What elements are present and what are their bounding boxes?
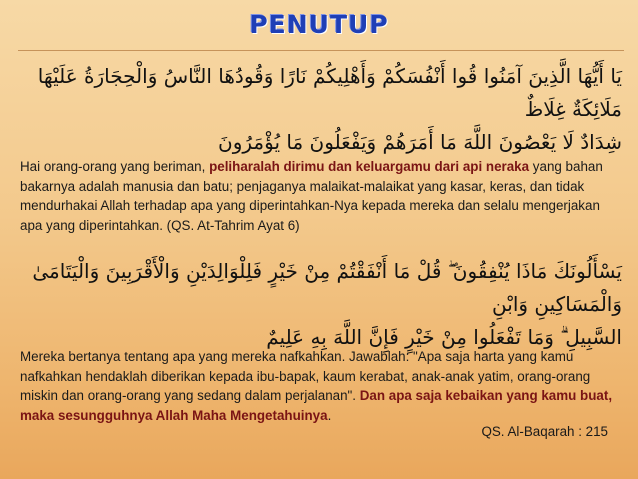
arabic-verse-baqarah-line-1: يَسْأَلُونَكَ مَاذَا يُنْفِقُونَ ۖ قُلْ مَا أَنْفَقْتُمْ مِنْ خَيْرٍ فَلِلْوَالِدَيْنِ وَالْأَقْرَبِينَ وَالْيَتَامَىٰ وَالْمَسَاكِينِ وَابْنِ — [32, 259, 622, 316]
arabic-verse-tahrim-line-1: يَا أَيُّهَا الَّذِينَ آمَنُوا قُوا أَنْفُسَكُمْ وَأَهْلِيكُمْ نَارًا وَقُودُهَا النَّاسُ وَالْحِجَارَةُ عَلَيْهَا مَلَائِكَةٌ غِلَاظٌ — [37, 64, 622, 121]
citation-baqarah: QS. Al-Baqarah : 215 — [481, 424, 608, 439]
translation-baqarah — [20, 347, 624, 425]
translation-tahrim-highlight: peliharalah dirimu dan keluargamu dari api neraka — [209, 159, 530, 174]
translation-tahrim-part-1: Hai orang-orang yang beriman, — [20, 159, 210, 174]
arabic-verse-baqarah-line-2: السَّبِيلِ ۗ وَمَا تَفْعَلُوا مِنْ خَيْرٍ فَإِنَّ اللَّهَ بِهِ عَلِيمٌ — [266, 325, 622, 349]
arabic-verse-tahrim — [14, 60, 622, 159]
arabic-verse-tahrim-line-2: شِدَادٌ لَا يَعْصُونَ اللَّهَ مَا أَمَرَهُمْ وَيَفْعَلُونَ مَا يُؤْمَرُونَ — [218, 130, 622, 154]
arabic-verse-baqarah — [14, 255, 622, 354]
translation-baqarah-part-3: . — [327, 407, 332, 423]
translation-tahrim — [20, 157, 624, 235]
translation-baqarah-part-1: Mereka bertanya tentang apa yang mereka nafkahkan. Jawablah: "Apa saja harta yang kamu nafkahkan hendaklah diberikan kepada ibu-bapak, kaum kerabat, anak-anak yatim, orang-orang miskin dan orang-orang yang sedang dalam perjalanan". — [20, 349, 591, 403]
title-divider — [18, 50, 624, 51]
translation-baqarah-highlight: Dan apa saja kebaikan yang kamu buat, maka sesungguhnya Allah Maha Mengetahuinya — [20, 388, 613, 423]
slide-title: PENUTUP — [249, 10, 389, 39]
translation-tahrim-part-3: yang bahan bakarnya adalah manusia dan batu; penjaganya malaikat-malaikat yang kasar, keras, dan tidak mendurhakai Allah terhadap apa yang diperintahkan-Nya kepada mereka dan selalu mengerjakan apa yang diperintahkan. (QS. At-Tahrim Ayat 6) — [20, 159, 603, 233]
